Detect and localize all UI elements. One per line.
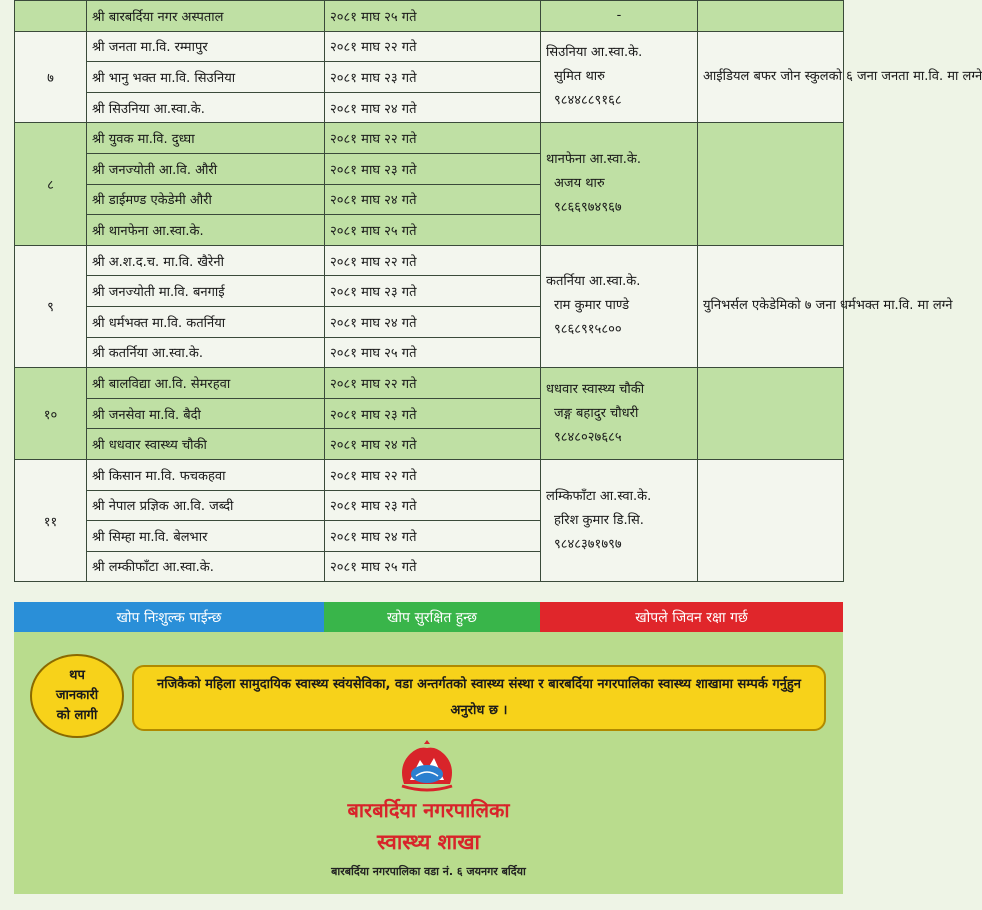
contact-person: अजय थारु	[554, 176, 605, 192]
date-cell: २०८१ माघ २३ गते	[325, 490, 541, 521]
address: बारबर्दिया नगरपालिका वडा नं. ६ जयनगर बर्दिया	[331, 865, 526, 878]
contact-phone: ९८४८३७१७९७	[554, 536, 622, 552]
table-row	[15, 245, 844, 276]
slogan-safe: खोप सुरक्षित हुन्छ	[324, 602, 540, 632]
ward-number-cell	[15, 1, 87, 32]
info-section	[14, 632, 843, 894]
note-cell	[698, 123, 844, 245]
more-info-label-line: जानकारी	[55, 688, 99, 703]
table-row	[15, 31, 844, 62]
table-row	[15, 1, 844, 32]
date-cell: २०८१ माघ २४ गते	[325, 184, 541, 215]
date-cell: २०८१ माघ २४ गते	[325, 429, 541, 460]
ward-number-cell: ८	[15, 123, 87, 245]
contact-cell	[541, 31, 698, 123]
school-cell: श्री थानफेना आ.स्वा.के.	[87, 215, 325, 246]
date-cell: २०८१ माघ २२ गते	[325, 123, 541, 154]
date-cell: २०८१ माघ २५ गते	[325, 337, 541, 368]
school-cell: श्री डाईमण्ड एकेडेमी औरी	[87, 184, 325, 215]
more-info-label	[30, 654, 124, 738]
date-cell: २०८१ माघ २२ गते	[325, 368, 541, 399]
date-cell: २०८१ माघ २२ गते	[325, 31, 541, 62]
contact-place: कतर्निया आ.स्वा.के.	[546, 274, 641, 290]
more-info-label-line: को लागी	[56, 708, 98, 723]
contact-cell	[541, 459, 698, 581]
date-cell: २०८१ माघ २४ गते	[325, 306, 541, 337]
school-cell: श्री जनज्योती आ.वि. औरी	[87, 153, 325, 184]
table-row	[15, 459, 844, 490]
contact-phone: ९८४८०२७६८५	[554, 429, 622, 445]
slogan-free: खोप निःशुल्क पाईन्छ	[14, 602, 324, 632]
date-cell: २०८१ माघ २३ गते	[325, 153, 541, 184]
schedule-table	[14, 0, 982, 582]
note-cell: आईडियल बफर जोन स्कुलको ६ जना जनता मा.वि. मा लग्ने	[698, 31, 844, 123]
contact-phone: ९८६८९१५८००	[554, 322, 622, 338]
school-cell: श्री लम्कीफाँटा आ.स्वा.के.	[87, 551, 325, 582]
date-cell: २०८१ माघ २४ गते	[325, 92, 541, 123]
date-cell: २०८१ माघ २४ गते	[325, 521, 541, 552]
school-cell: श्री बालविद्या आ.वि. सेमरहवा	[87, 368, 325, 399]
contact-person: राम कुमार पाण्डे	[554, 298, 630, 314]
contact-phone: ९८६६९७४९६७	[554, 200, 622, 216]
contact-cell	[541, 123, 698, 245]
school-cell: श्री जनज्योती मा.वि. बनगाई	[87, 276, 325, 307]
school-cell: श्री नेपाल प्रज्ञिक आ.वि. जब्दी	[87, 490, 325, 521]
contact-person: हरिश कुमार डि.सि.	[554, 512, 644, 528]
note-cell	[698, 368, 844, 460]
school-cell: श्री अ.श.द.च. मा.वि. खैरेनी	[87, 245, 325, 276]
contact-cell	[541, 245, 698, 367]
date-cell: २०८१ माघ २३ गते	[325, 276, 541, 307]
municipality-name: बारबर्दिया नगरपालिका	[347, 798, 510, 822]
note-cell	[698, 459, 844, 581]
date-cell: २०८१ माघ २५ गते	[325, 215, 541, 246]
contact-person: सुमित थारु	[554, 68, 605, 84]
table-row	[15, 123, 844, 154]
ward-number-cell: ११	[15, 459, 87, 581]
slogan-banner	[14, 602, 843, 632]
more-info-label-line: थप	[69, 668, 85, 683]
school-cell: श्री जनता मा.वि. रम्मापुर	[87, 31, 325, 62]
school-cell: श्री किसान मा.वि. फचकहवा	[87, 459, 325, 490]
school-cell: श्री जनसेवा मा.वि. बैदी	[87, 398, 325, 429]
contact-cell	[541, 368, 698, 460]
school-cell: श्री कतर्निया आ.स्वा.के.	[87, 337, 325, 368]
nepal-emblem-icon	[394, 740, 460, 792]
contact-place: धधवार स्वास्थ्य चौकी	[546, 381, 645, 397]
slogan-protect: खोपले जिवन रक्षा गर्छ	[540, 602, 843, 632]
school-cell: श्री सिम्हा मा.वि. बेलभार	[87, 521, 325, 552]
date-cell: २०८१ माघ २२ गते	[325, 459, 541, 490]
contact-place: लम्किफाँटा आ.स्वा.के.	[546, 488, 652, 504]
health-branch-name: स्वास्थ्य शाखा	[377, 830, 480, 854]
date-cell: २०८१ माघ २५ गते	[325, 1, 541, 32]
contact-phone: ९८४४८८९१६८	[554, 92, 622, 108]
note-cell: युनिभर्सल एकेडेमिको ७ जना धर्मभक्त मा.वि. मा लग्ने	[698, 245, 844, 367]
date-cell: २०८१ माघ २२ गते	[325, 245, 541, 276]
school-cell: श्री बारबर्दिया नगर अस्पताल	[87, 1, 325, 32]
school-cell: श्री भानु भक्त मा.वि. सिउनिया	[87, 62, 325, 93]
note-cell	[698, 1, 844, 32]
table-row	[15, 368, 844, 399]
school-cell: श्री सिउनिया आ.स्वा.के.	[87, 92, 325, 123]
contact-place: सिउनिया आ.स्वा.के.	[546, 44, 643, 60]
school-cell: श्री धधवार स्वास्थ्य चौकी	[87, 429, 325, 460]
school-cell: श्री युवक मा.वि. दुध्घा	[87, 123, 325, 154]
date-cell: २०८१ माघ २३ गते	[325, 398, 541, 429]
contact-person: जङ्ग बहादुर चौधरी	[554, 405, 639, 421]
date-cell: २०८१ माघ २३ गते	[325, 62, 541, 93]
contact-cell: -	[541, 1, 698, 32]
school-cell: श्री धर्मभक्त मा.वि. कतर्निया	[87, 306, 325, 337]
contact-request-message: नजिकैको महिला सामुदायिक स्वास्थ्य स्वंयसेविका, वडा अन्तर्गतको स्वास्थ्य संस्था र बारबर्दिया नगरपालिका स्वास्थ्य शाखामा सम्पर्क गर्नुहुन अनुरोध छ ।	[132, 665, 826, 731]
ward-number-cell: १०	[15, 368, 87, 460]
contact-place: थानफेना आ.स्वा.के.	[546, 152, 641, 168]
date-cell: २०८१ माघ २५ गते	[325, 551, 541, 582]
ward-number-cell: ९	[15, 245, 87, 367]
ward-number-cell: ७	[15, 31, 87, 123]
